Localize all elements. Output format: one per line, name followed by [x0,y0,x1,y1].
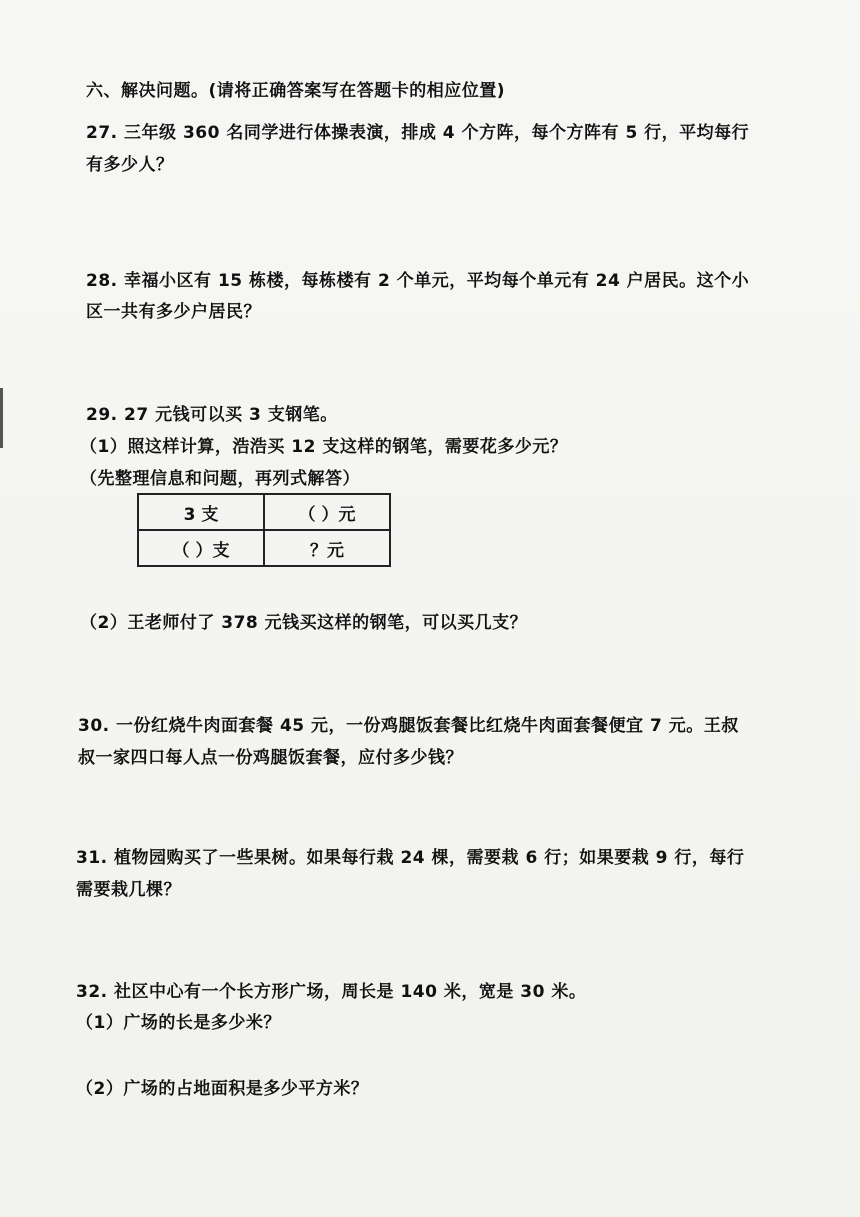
table-row [138,530,390,566]
table-cell: ？元 [264,530,390,566]
q32-part2: （2）广场的占地面积是多少平方米？ [76,1079,369,1099]
q32-line1: 32. 社区中心有一个长方形广场，周长是 140 米，宽是 30 米。 [76,982,587,1002]
q28-line2: 区一共有多少户居民？ [86,302,261,322]
scan-edge-mark [0,388,3,448]
q27-line2: 有多少人？ [86,155,174,175]
q31-line1: 31. 植物园购买了一些果树。如果每行栽 24 棵，需要栽 6 行；如果要栽 9 行，每行 [76,848,745,868]
q29-part2: （2）王老师付了 378 元钱买这样的钢笔，可以买几支？ [80,613,528,633]
q29-line1: 29. 27 元钱可以买 3 支钢笔。 [86,405,338,425]
q32-part1: （1）广场的长是多少米？ [76,1013,281,1033]
q30-line1: 30. 一份红烧牛肉面套餐 45 元，一份鸡腿饭套餐比红烧牛肉面套餐便宜 7 元。王叔 [78,716,739,736]
table-cell: （ ）支 [138,530,264,566]
section-title: 六、解决问题。(请将正确答案写在答题卡的相应位置) [86,81,506,101]
info-table [137,493,391,567]
q28-line1: 28. 幸福小区有 15 栋楼，每栋楼有 2 个单元，平均每个单元有 24 户居民。这个小 [86,271,750,291]
q29-hint: （先整理信息和问题，再列式解答） [80,469,360,489]
table-cell: 3 支 [138,494,264,530]
table-cell: （ ）元 [264,494,390,530]
table-row [138,494,390,530]
q29-part1: （1）照这样计算，浩浩买 12 支这样的钢笔，需要花多少元？ [80,437,568,457]
q31-line2: 需要栽几棵？ [76,880,181,900]
q30-line2: 叔一家四口每人点一份鸡腿饭套餐，应付多少钱？ [78,748,463,768]
q27-line1: 27. 三年级 360 名同学进行体操表演，排成 4 个方阵，每个方阵有 5 行，平均每行 [86,123,750,143]
